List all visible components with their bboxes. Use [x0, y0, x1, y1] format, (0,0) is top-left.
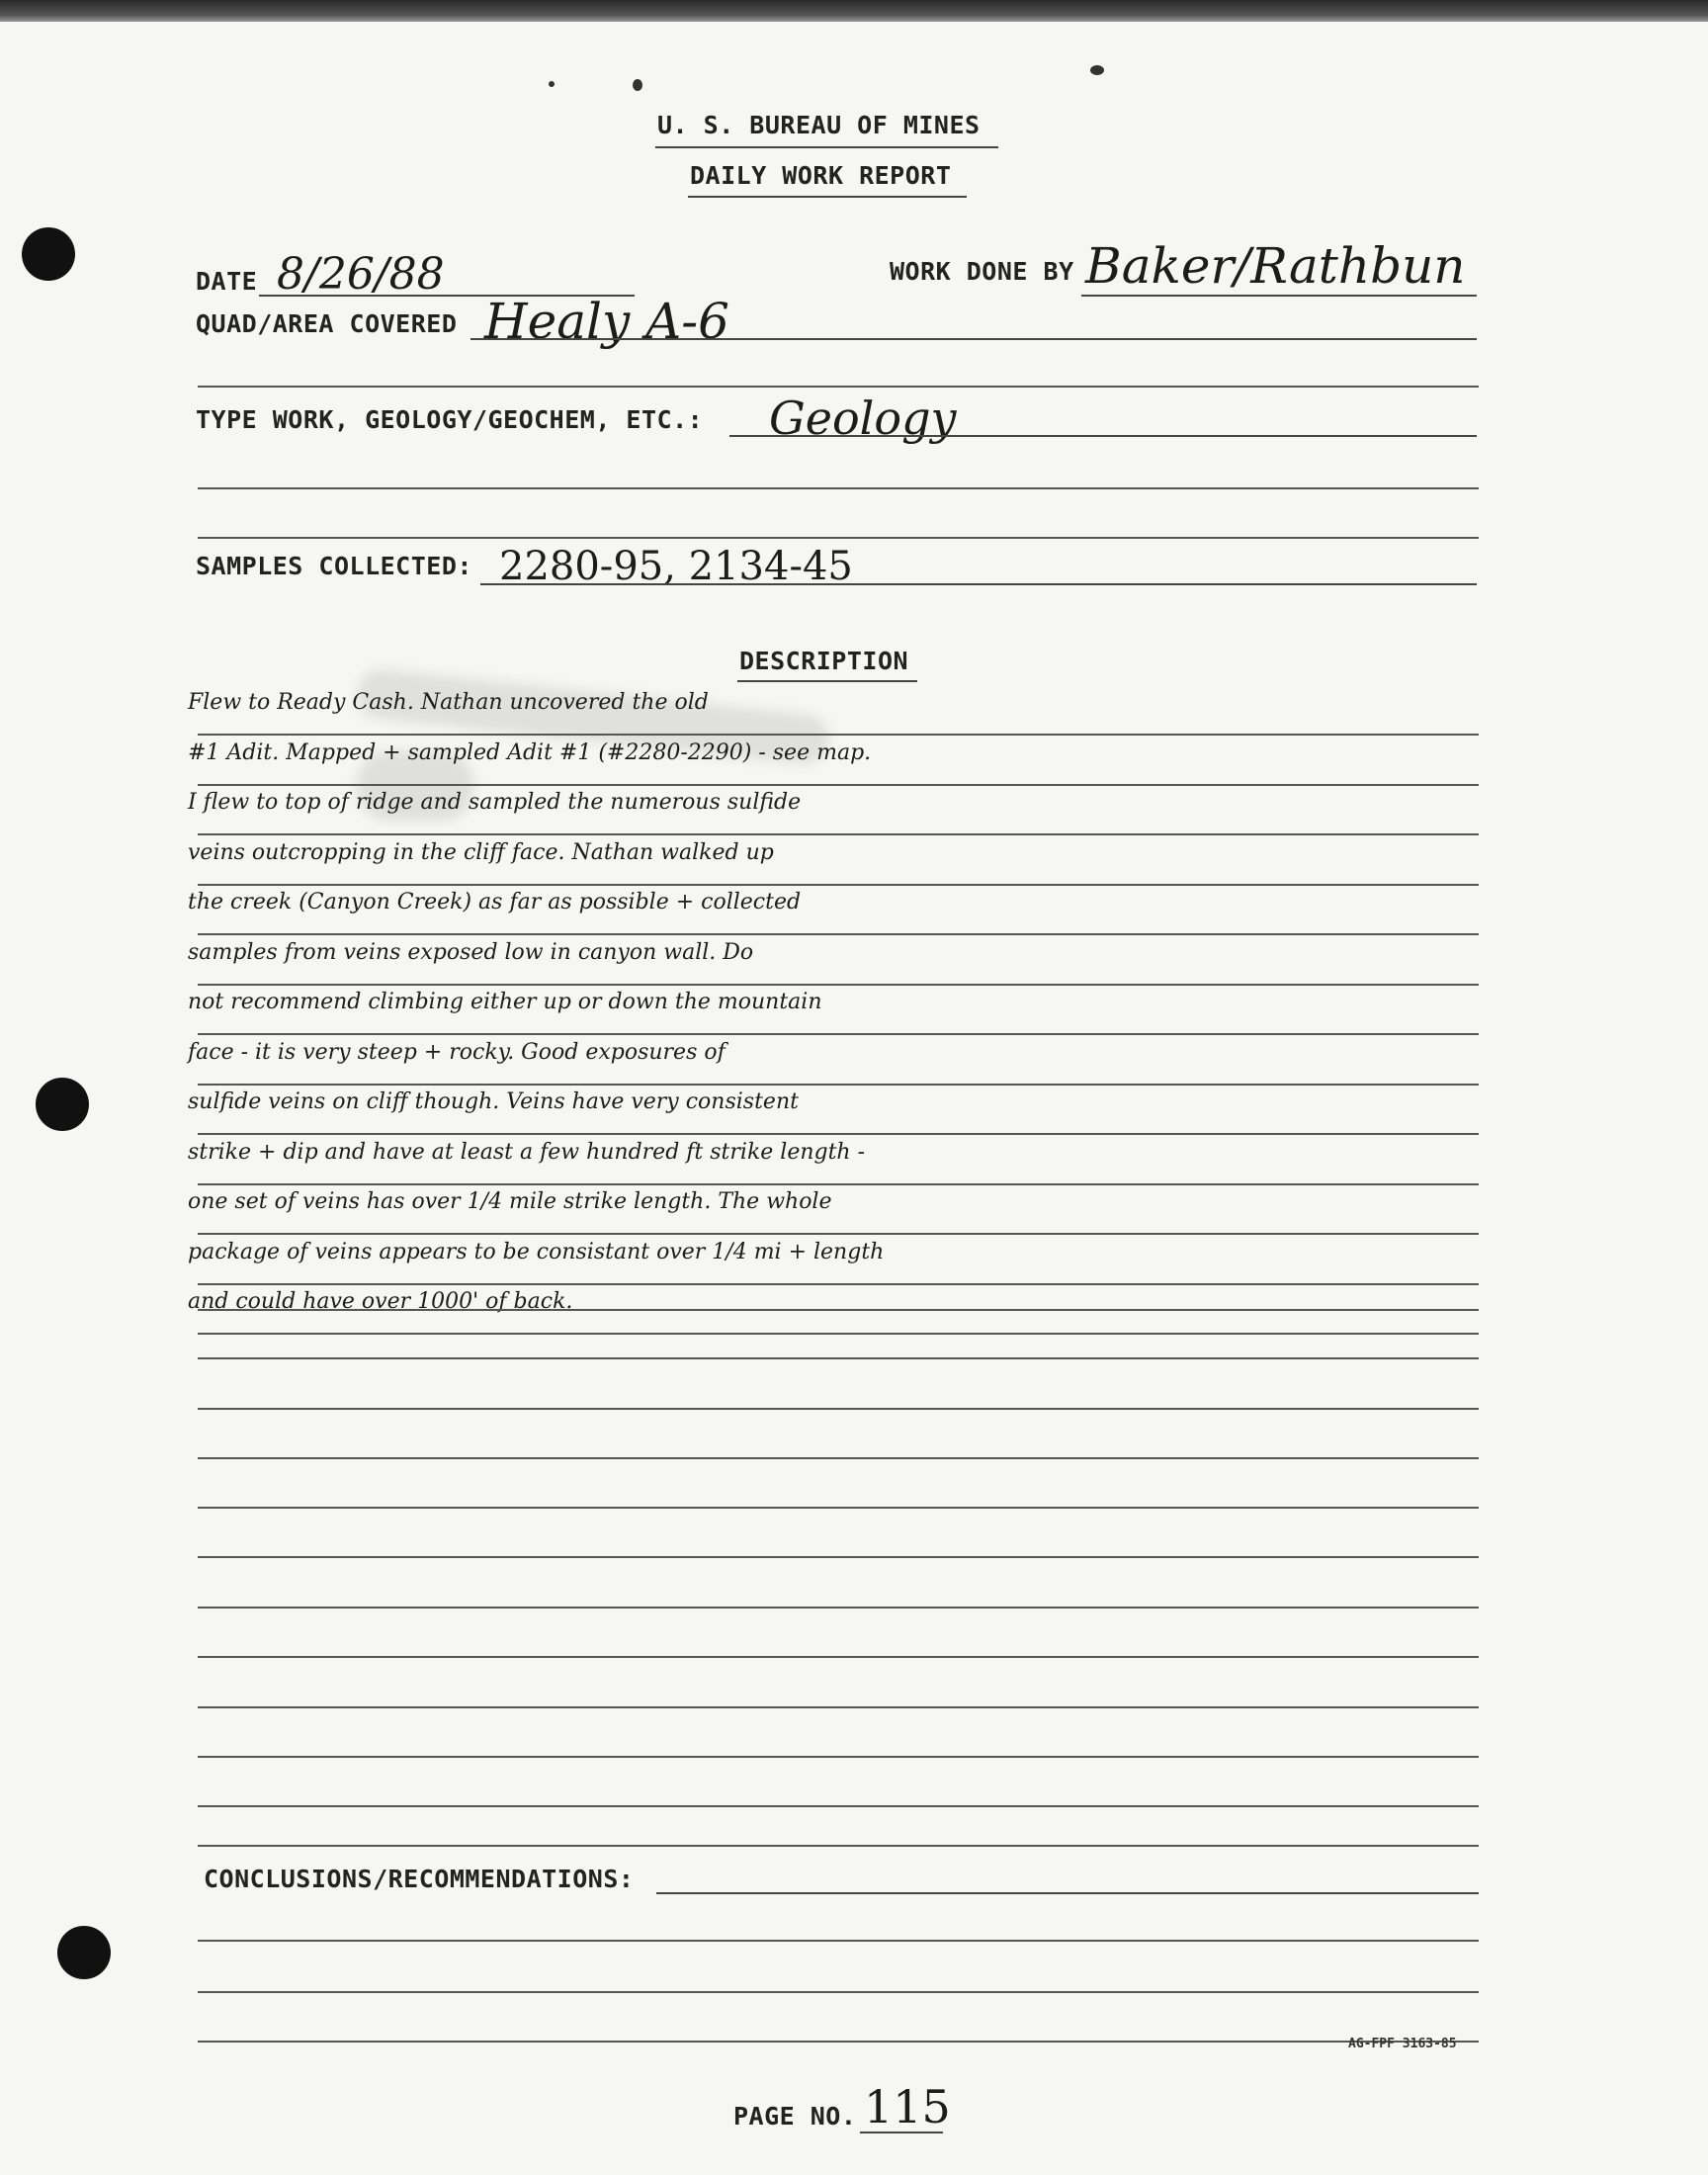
- description-line: #1 Adit. Mapped + sampled Adit #1 (#2280-2290) - see map.: [188, 740, 872, 765]
- description-rule: [198, 784, 1479, 786]
- samples-line: [480, 583, 1477, 585]
- binder-hole-bottom: [57, 1926, 111, 1979]
- conclusions-label: CONCLUSIONS/RECOMMENDATIONS:: [204, 1865, 635, 1893]
- blank-line: [198, 1507, 1479, 1509]
- scan-speck: [549, 81, 555, 87]
- description-line: sulfide veins on cliff though. Veins have very consistent: [188, 1089, 799, 1114]
- blank-line: [198, 1756, 1479, 1758]
- description-rule: [198, 1033, 1479, 1035]
- binder-hole-middle: [36, 1078, 89, 1131]
- description-underline: [737, 680, 917, 682]
- quad-line-2: [198, 386, 1479, 388]
- blank-line: [198, 1309, 1479, 1311]
- description-line: face - it is very steep + rocky. Good exposures of: [188, 1039, 726, 1065]
- type-work-label: TYPE WORK, GEOLOGY/GEOCHEM, ETC.:: [196, 405, 704, 434]
- conclusions-line: [656, 1892, 1479, 1894]
- description-rule: [198, 933, 1479, 935]
- description-rule: [198, 1233, 1479, 1235]
- form-code: AG-FPF 3163-85: [1348, 2037, 1457, 2051]
- description-rule: [198, 884, 1479, 886]
- form-title: DAILY WORK REPORT: [690, 161, 952, 190]
- samples-label: SAMPLES COLLECTED:: [196, 552, 472, 580]
- type-work-line-3: [198, 537, 1479, 539]
- quad-value: Healy A-6: [484, 293, 729, 350]
- type-work-line: [729, 435, 1477, 437]
- description-line: package of veins appears to be consistant over 1/4 mi + length: [188, 1239, 885, 1264]
- description-line: the creek (Canyon Creek) as far as possible + collected: [188, 890, 802, 914]
- description-line: samples from veins exposed low in canyon wall. Do: [188, 939, 754, 965]
- description-rule: [198, 984, 1479, 986]
- description-line: Flew to Ready Cash. Nathan uncovered the old: [188, 690, 709, 715]
- agency-title: U. S. BUREAU OF MINES: [657, 111, 981, 139]
- blank-line: [198, 1457, 1479, 1459]
- date-value: 8/26/88: [277, 249, 445, 300]
- description-line: and could have over 1000' of back.: [188, 1289, 573, 1314]
- description-line: one set of veins has over 1/4 mile strike length. The whole: [188, 1189, 832, 1214]
- description-line: strike + dip and have at least a few hundred ft strike length -: [188, 1139, 866, 1165]
- date-label: DATE: [196, 267, 258, 296]
- work-done-by-label: WORK DONE BY: [890, 257, 1074, 286]
- description-line: I flew to top of ridge and sampled the numerous sulfide: [188, 790, 802, 815]
- description-rule: [198, 1183, 1479, 1185]
- blank-line: [198, 1408, 1479, 1410]
- conclusions-line-2: [198, 1940, 1479, 1942]
- quad-label: QUAD/AREA COVERED: [196, 309, 458, 338]
- conclusions-line-4: [198, 2041, 1479, 2043]
- binder-hole-top: [22, 227, 75, 281]
- blank-line: [198, 1706, 1479, 1708]
- blank-line: [198, 1845, 1479, 1847]
- page-label: PAGE NO.: [733, 2102, 857, 2131]
- samples-value: 2280-95, 2134-45: [499, 544, 853, 589]
- description-rule: [198, 1084, 1479, 1086]
- description-heading: DESCRIPTION: [739, 647, 909, 675]
- description-line: veins outcropping in the cliff face. Nathan walked up: [188, 839, 774, 865]
- description-rule: [198, 1283, 1479, 1285]
- page-value: 115: [864, 2080, 951, 2133]
- blank-line: [198, 1607, 1479, 1609]
- work-done-by-line: [1081, 295, 1477, 297]
- blank-line: [198, 1556, 1479, 1558]
- description-rule: [198, 833, 1479, 835]
- description-rule: [198, 1133, 1479, 1135]
- agency-underline: [655, 146, 998, 148]
- blank-line: [198, 1357, 1479, 1359]
- form-title-underline: [688, 196, 967, 198]
- blank-line: [198, 1805, 1479, 1807]
- scan-speck: [633, 79, 642, 91]
- scan-top-edge: [0, 0, 1708, 22]
- type-work-value: Geology: [769, 392, 957, 445]
- description-line: not recommend climbing either up or down the mountain: [188, 990, 822, 1014]
- blank-line: [198, 1656, 1479, 1658]
- work-done-by-value: Baker/Rathbun: [1085, 237, 1466, 295]
- description-rule: [198, 734, 1479, 736]
- scan-speck: [1090, 65, 1104, 75]
- page-line: [860, 2132, 943, 2133]
- conclusions-line-3: [198, 1991, 1479, 1993]
- quad-line: [470, 338, 1477, 340]
- type-work-line-2: [198, 487, 1479, 489]
- description-rule: [198, 1333, 1479, 1335]
